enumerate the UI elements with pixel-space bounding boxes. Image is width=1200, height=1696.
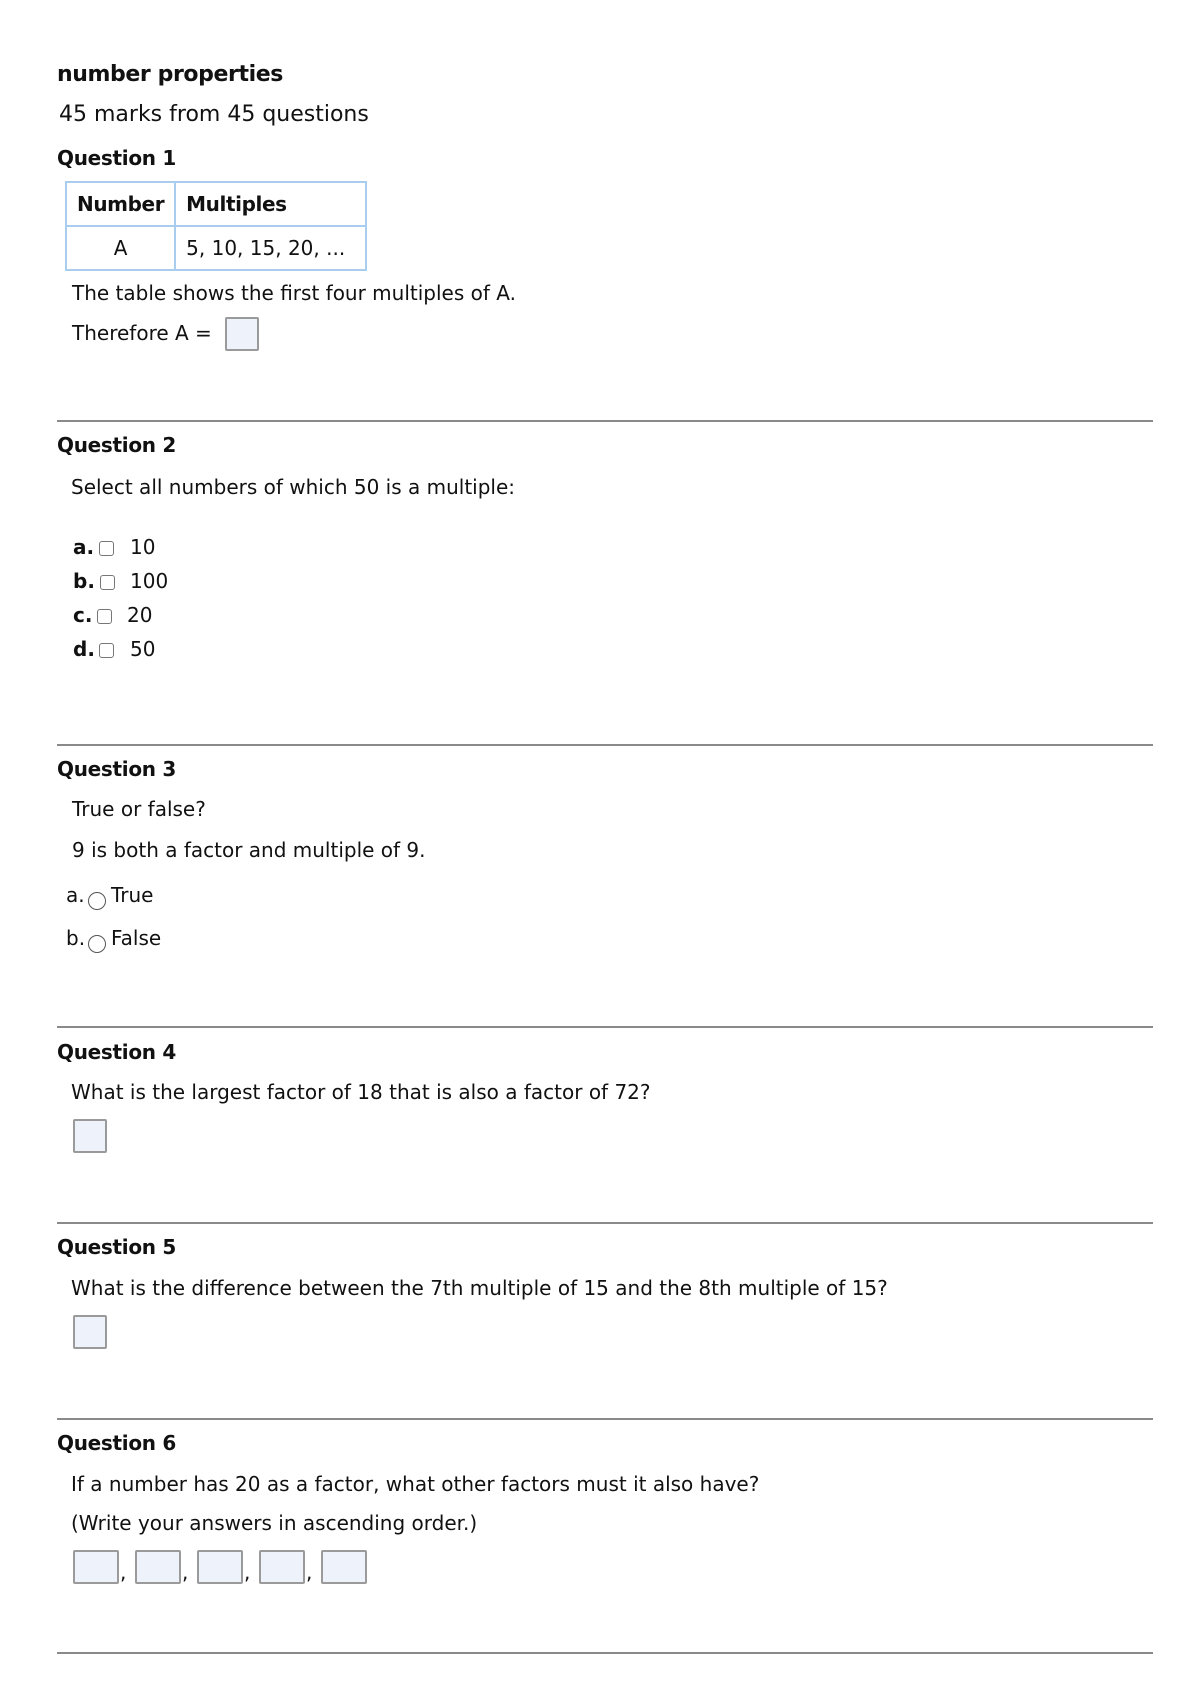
option-false-label: False: [111, 926, 162, 950]
option-false-radio[interactable]: [88, 935, 106, 953]
question-5-heading: Question 5: [57, 1235, 176, 1259]
question-6-answer-input-5[interactable]: [321, 1550, 367, 1584]
option-d-checkbox[interactable]: [99, 643, 114, 658]
option-false-letter: b.: [66, 926, 86, 950]
table-row: [66, 226, 366, 270]
question-6-text: If a number has 20 as a factor, what other factors must it also have?: [71, 1472, 760, 1496]
question-6-answer-input-4[interactable]: [259, 1550, 305, 1584]
question-6-answer-input-2[interactable]: [135, 1550, 181, 1584]
divider: [57, 420, 1153, 422]
table-cell-multiples: 5, 10, 15, 20, ...: [175, 226, 366, 270]
divider: [57, 1222, 1153, 1224]
question-6-answer-input-1[interactable]: [73, 1550, 119, 1584]
option-c-value: 20: [127, 603, 153, 627]
table-header-number: Number: [66, 182, 175, 226]
question-3-heading: Question 3: [57, 757, 176, 781]
question-4-heading: Question 4: [57, 1040, 176, 1064]
page-subtitle: 45 marks from 45 questions: [59, 102, 369, 127]
question-4-text: What is the largest factor of 18 that is also a factor of 72?: [71, 1080, 651, 1104]
question-6-heading: Question 6: [57, 1431, 176, 1455]
option-true-radio[interactable]: [88, 892, 106, 910]
divider: [57, 1418, 1153, 1420]
question-2-heading: Question 2: [57, 433, 176, 457]
option-b-value: 100: [130, 569, 169, 593]
option-a-value: 10: [130, 535, 156, 559]
option-true-letter: a.: [66, 883, 85, 907]
page-title: number properties: [57, 62, 283, 87]
option-c-checkbox[interactable]: [97, 609, 112, 624]
table-header-multiples: Multiples: [175, 182, 366, 226]
option-a-checkbox[interactable]: [99, 541, 114, 556]
option-b-letter: b.: [73, 569, 95, 593]
question-1-answer-input[interactable]: [225, 317, 259, 351]
option-a-letter: a.: [73, 535, 95, 559]
option-b-checkbox[interactable]: [100, 575, 115, 590]
answer-separator: ,: [244, 1560, 251, 1584]
answer-separator: ,: [182, 1560, 189, 1584]
question-1-heading: Question 1: [57, 146, 176, 170]
divider: [57, 1652, 1153, 1654]
question-1-text: The table shows the first four multiples of A.: [72, 281, 516, 305]
question-3-text: True or false?: [72, 797, 206, 821]
option-d-letter: d.: [73, 637, 95, 661]
divider: [57, 744, 1153, 746]
answer-separator: ,: [306, 1560, 313, 1584]
question-3-statement: 9 is both a factor and multiple of 9.: [72, 838, 426, 862]
table-header-row: [66, 182, 366, 226]
table-cell-number: A: [66, 226, 175, 270]
question-1-answer-prefix: Therefore A =: [72, 321, 212, 345]
option-true-label: True: [111, 883, 154, 907]
multiples-table: [65, 181, 367, 271]
question-5-text: What is the difference between the 7th multiple of 15 and the 8th multiple of 15?: [71, 1276, 888, 1300]
question-5-answer-input[interactable]: [73, 1315, 107, 1349]
divider: [57, 1026, 1153, 1028]
question-2-text: Select all numbers of which 50 is a multiple:: [71, 475, 516, 499]
question-6-instruction: (Write your answers in ascending order.): [71, 1511, 478, 1535]
question-4-answer-input[interactable]: [73, 1119, 107, 1153]
option-d-value: 50: [130, 637, 156, 661]
option-c-letter: c.: [73, 603, 93, 627]
question-6-answer-input-3[interactable]: [197, 1550, 243, 1584]
answer-separator: ,: [120, 1560, 127, 1584]
